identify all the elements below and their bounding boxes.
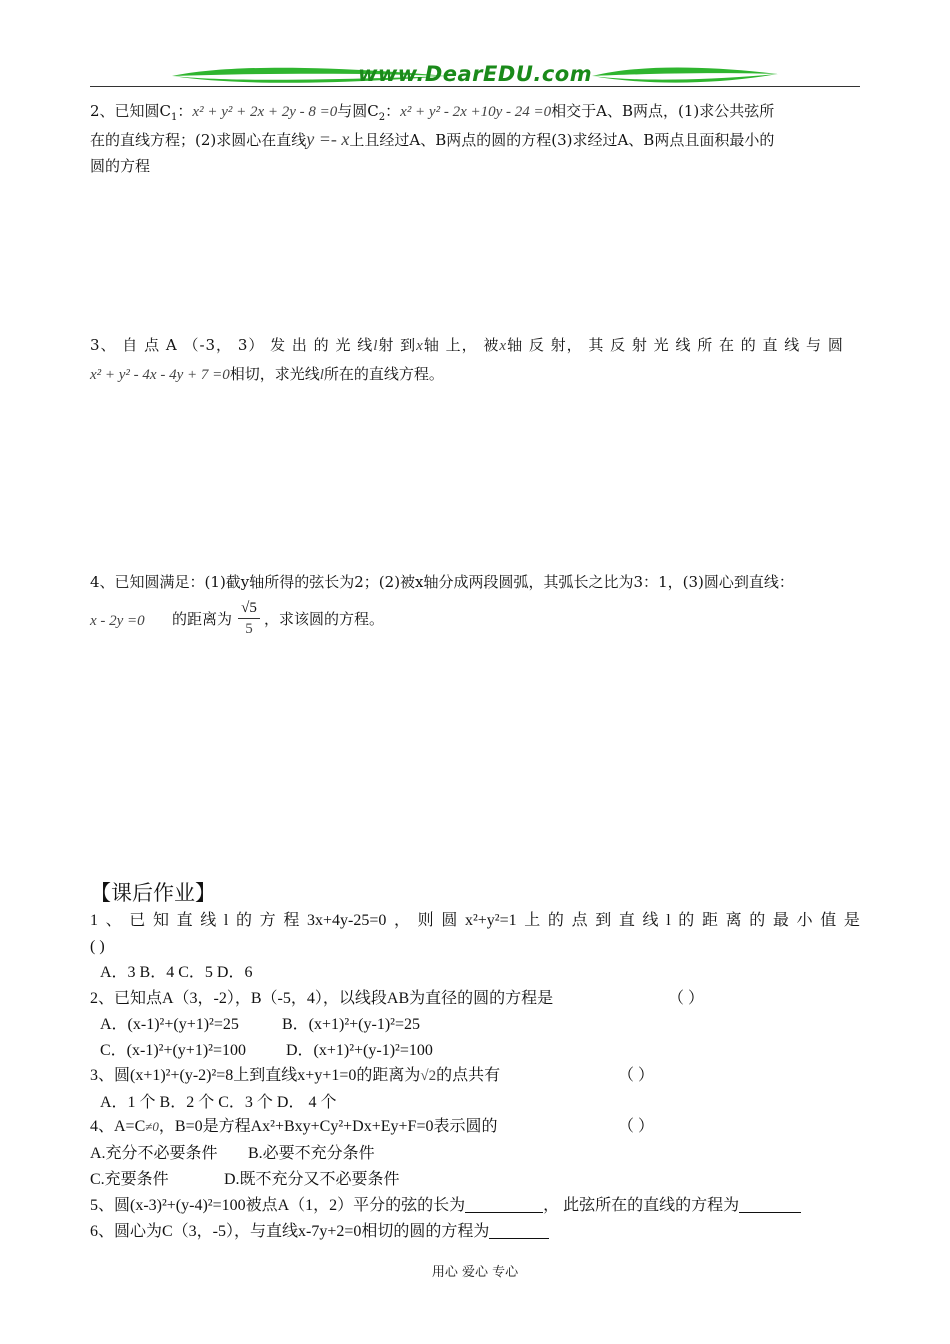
- hw2-paren: （ ）: [668, 990, 705, 1007]
- q2-text-c: 与圆C: [337, 102, 379, 120]
- q4-fraction: [238, 598, 260, 639]
- q3-x-symbol: x: [416, 338, 424, 354]
- hw6-text: 6、圆心为C（3，-5），与直线x-7y+2=0相切的圆的方程为: [90, 1223, 490, 1240]
- hw1-word: 知: [152, 912, 169, 929]
- hw2-stem: 2、已知点A（3，-2），B（-5，4），以线段AB为直径的圆的方程是: [90, 990, 554, 1007]
- hw1-word: x²+y²=1: [464, 912, 517, 929]
- c2-subscript: 2: [378, 112, 386, 123]
- q3-text-e: 相切，求光线: [229, 365, 320, 383]
- hw6-answer-blank[interactable]: [489, 1222, 549, 1239]
- swoosh-right-icon: [590, 64, 780, 86]
- hw1-line-1: [90, 908, 860, 934]
- hw1-word: 上: [524, 912, 541, 929]
- q2-line-2: [90, 126, 860, 153]
- q3-line-2: [90, 361, 860, 388]
- hw4-text-a: 4、A=C: [90, 1118, 146, 1135]
- hw1-word: 则: [417, 912, 434, 929]
- hw4-option-c: C.充要条件: [90, 1171, 169, 1188]
- q2-line-1: [90, 98, 860, 125]
- hw4-paren: （ ）: [618, 1118, 655, 1135]
- hw1-word: 线: [642, 912, 659, 929]
- q2-text-d: ：: [385, 102, 401, 120]
- q4-fraction-denominator: 5: [245, 621, 253, 637]
- q2-line-3: 圆的方程: [90, 157, 151, 175]
- q3-text-b: 射 到: [378, 336, 417, 354]
- q2-text-a: 2、已知圆C: [90, 102, 172, 120]
- q3-l-symbol-2: l: [319, 367, 324, 383]
- hw3-options: A．1 个 B．2 个 C．3 个 D． 4 个: [100, 1094, 337, 1111]
- q4-line-1: 4、已知圆满足：(1)截y轴所得的弦长为2；(2)被x轴分成两段圆弧，其弧长之比为3：1，(3)圆心到直线：: [90, 573, 794, 591]
- hw1-word: 的: [236, 912, 253, 929]
- hw4-option-b: B.必要不充分条件: [248, 1145, 375, 1162]
- hw3-text-a: 3、圆(x+1)²+(y-2)²=8上到直线x+y+1=0的距离为: [90, 1067, 421, 1084]
- hw1-word: 最: [772, 912, 789, 929]
- hw1-word: 值: [820, 912, 837, 929]
- hw1-word: l: [666, 912, 671, 929]
- hw3-paren: （ ）: [618, 1067, 655, 1084]
- q2-line-equation: y =- x: [306, 129, 350, 149]
- hw1-word: 直: [176, 912, 193, 929]
- hw3-sqrt: √2: [420, 1068, 437, 1084]
- q3-circle-equation: x² + y² - 4x - 4y + 7 =0: [90, 367, 230, 383]
- hw3-text-b: 的点共有: [436, 1067, 501, 1084]
- q4-text-a: 的距离为: [172, 610, 233, 628]
- hw1-word: 3x+4y-25=0: [306, 912, 387, 929]
- q3-text-d: 轴 反 射， 其 反 射 光 线 所 在 的 直 线 与 圆: [507, 336, 844, 354]
- homework-title: 【课后作业】: [90, 881, 216, 905]
- hw1-word: 的: [547, 912, 564, 929]
- hw1-word: 程: [283, 912, 300, 929]
- hw1-word: 1: [90, 912, 98, 929]
- hw2-option-b: B．(x+1)²+(y-1)²=25: [282, 1016, 420, 1033]
- hw5-text-a: 5、圆(x-3)²+(y-4)²=100被点A（1，2）平分的弦的长为: [90, 1197, 466, 1214]
- hw4-option-a: A.充分不必要条件: [90, 1145, 218, 1162]
- hw6-line: [90, 1219, 549, 1245]
- hw1-word: ，: [394, 912, 411, 929]
- hw4-option-d: D.既不充分又不必要条件: [224, 1171, 400, 1188]
- hw1-word: 点: [571, 912, 588, 929]
- hw1-options: A．3 B．4 C．5 D．6: [100, 964, 253, 981]
- q2-text-g: 上且经过A、B两点的圆的方程(3)求经过A、B两点且面积最小的: [349, 131, 775, 149]
- hw3-stem: [90, 1063, 500, 1089]
- hw5-line: [90, 1193, 801, 1219]
- site-logo: www.DearEDU.com: [358, 62, 593, 86]
- q2-text-e: 相交于A、B两点，(1)求公共弦所: [551, 102, 775, 120]
- hw1-word: 的: [678, 912, 695, 929]
- q4-line-2: [90, 600, 860, 648]
- hw1-word: 、: [105, 912, 122, 929]
- hw2-option-a: A．(x-1)²+(y+1)²=25: [100, 1016, 239, 1033]
- q4-text-b: ，求该圆的方程。: [264, 610, 385, 628]
- hw1-word: 是: [843, 912, 860, 929]
- hw1-word: 方: [259, 912, 276, 929]
- hw1-word: 圆: [441, 912, 458, 929]
- c1-subscript: 1: [171, 112, 178, 123]
- q3-l-symbol: l: [373, 338, 379, 354]
- hw1-word: 小: [796, 912, 813, 929]
- hw4-text-b: ，B=0是方程Ax²+Bxy+Cy²+Dx+Ey+F=0表示圆的: [158, 1118, 498, 1135]
- hw1-word: l: [223, 912, 229, 929]
- hw1-word: 已: [129, 912, 146, 929]
- hw1-word: 离: [725, 912, 742, 929]
- hw1-word: 直: [618, 912, 635, 929]
- hw2-option-c: C．(x-1)²+(y+1)²=100: [100, 1042, 246, 1059]
- hw5-text-b: ， 此弦所在的直线的方程为: [543, 1197, 740, 1214]
- q4-line-equation: x - 2y =0: [90, 613, 145, 629]
- q3-line-1: [90, 332, 860, 359]
- header-rule: [90, 86, 860, 87]
- q3-x-symbol-2: x: [499, 338, 508, 354]
- hw1-word: 的: [749, 912, 766, 929]
- hw5-answer-blank-1[interactable]: [465, 1196, 543, 1213]
- hw1-word: 到: [595, 912, 612, 929]
- q2-circle-2-equation: x² + y² - 2x +10y - 24 =0: [400, 104, 552, 120]
- hw4-stem: [90, 1114, 497, 1140]
- q2-text-f: 在的直线方程；(2)求圆心在直线: [90, 131, 307, 149]
- hw1-word: 距: [701, 912, 718, 929]
- hw1-paren: ( ): [90, 938, 105, 955]
- q3-text-f: 所在的直线方程。: [323, 365, 444, 383]
- hw4-not-equal: ≠0: [145, 1119, 159, 1134]
- hw2-option-d: D．(x+1)²+(y-1)²=100: [286, 1042, 433, 1059]
- hw1-word: 线: [200, 912, 217, 929]
- q3-text-a: 3、 自 点 A （-3， 3） 发 出 的 光 线: [90, 336, 374, 354]
- q2-circle-1-equation: x² + y² + 2x + 2y - 8 =0: [192, 104, 338, 120]
- q2-text-b: ：: [177, 102, 193, 120]
- q3-text-c: 轴 上， 被: [423, 336, 500, 354]
- hw5-answer-blank-2[interactable]: [739, 1196, 801, 1213]
- page-footer: 用心 爱心 专心: [431, 1265, 519, 1280]
- q4-fraction-numerator: √5: [238, 598, 260, 619]
